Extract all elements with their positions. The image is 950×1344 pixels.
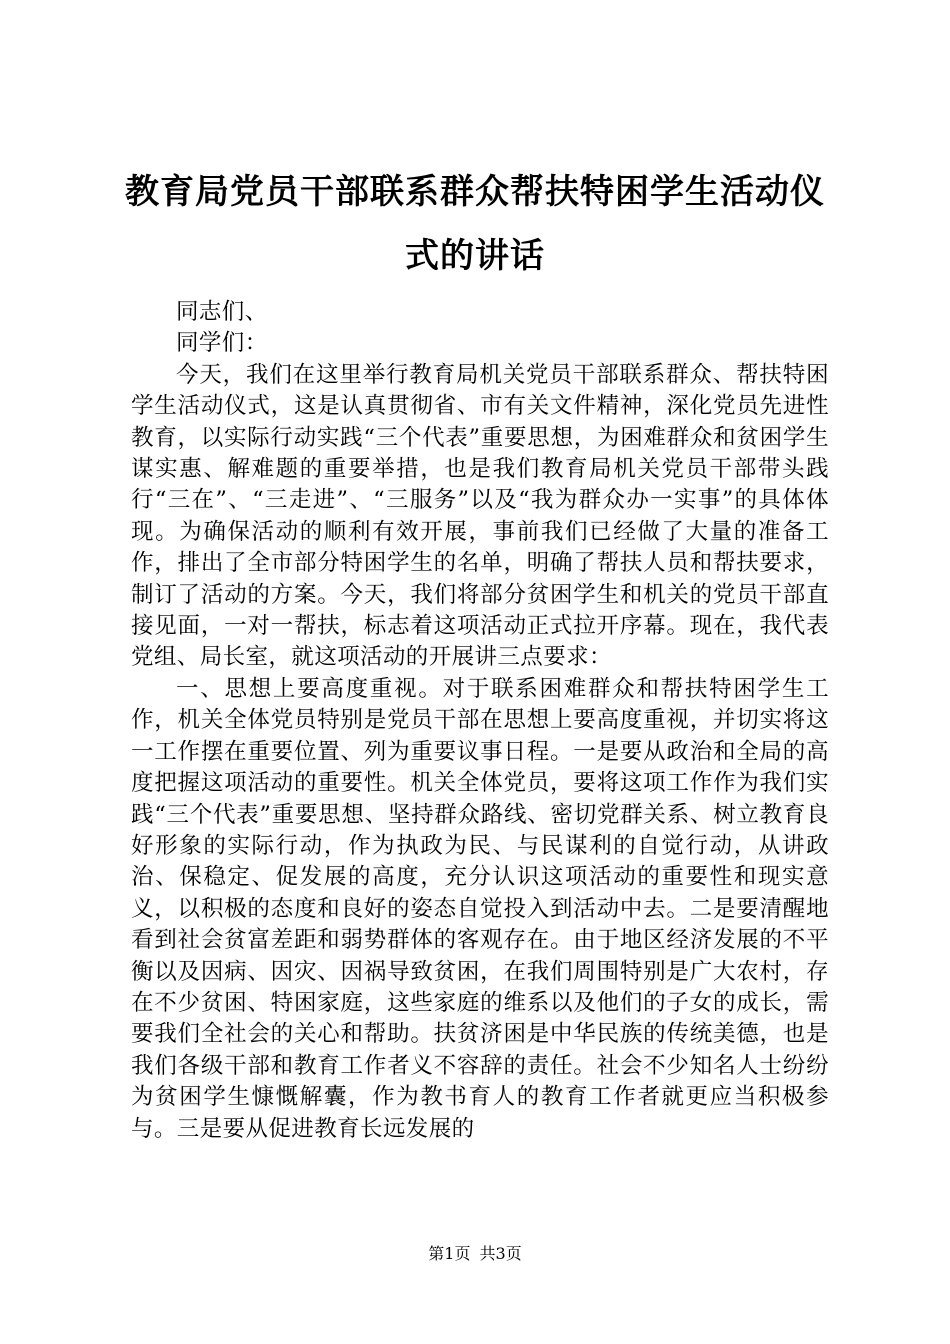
body-paragraph-intro: 今天，我们在这里举行教育局机关党员干部联系群众、帮扶特困学生活动仪式，这是认真贯彻省、市有关文件精神，深化党员先进性教育，以实际行动实践“三个代表”重要思想，为困难群众和贫困学生谋实惠、解难题的重要举措，也是我们教育局机关党员干部带头践行“三在”、“三走进”、“三服务”以及“我为群众办一实事”的具体体现。为确保活动的顺利有效开展，事前我们已经做了大量的准备工作，排出了全市部分特困学生的名单，明确了帮扶人员和帮扶要求，制订了活动的方案。今天，我们将部分贫困学生和机关的党员干部直接见面，一对一帮扶，标志着这项活动正式拉开序幕。现在，我代表党组、局长室，就这项活动的开展讲三点要求：: [131, 361, 829, 671]
page-number: 第1页: [428, 1244, 471, 1263]
document-title: 教育局党员干部联系群众帮扶特困学生活动仪式的讲话: [125, 172, 825, 276]
salutation-line-1: 同志们、: [176, 299, 268, 325]
body-paragraph-point-1: 一、思想上要高度重视。对于联系困难群众和帮扶特困学生工作，机关全体党员特别是党员干部在思想上要高度重视，并切实将这一工作摆在重要位置、列为重要议事日程。一是要从政治和全局的高度把握这项活动的重要性。机关全体党员，要将这项工作作为我们实践“三个代表”重要思想、坚持群众路线、密切党群关系、树立教育良好形象的实际行动，作为执政为民、与民谋利的自觉行动，从讲政治、保稳定、促发展的高度，充分认识这项活动的重要性和现实意义，以积极的态度和良好的姿态自觉投入到活动中去。二是要清醒地看到社会贫富差距和弱势群体的客观存在。由于地区经济发展的不平衡以及因病、因灾、因祸导致贫困，在我们周围特别是广大农村，存在不少贫困、特困家庭，这些家庭的维系以及他们的子女的成长，需要我们全社会的关心和帮助。扶贫济困是中华民族的传统美德，也是我们各级干部和教育工作者义不容辞的责任。社会不少知名人士纷纷为贫困学生慷慨解囊，作为教书育人的教育工作者就更应当积极参与。三是要从促进教育长远发展的: [131, 675, 829, 1142]
salutation-line-2: 同学们：: [176, 330, 268, 357]
document-body: [131, 297, 829, 1145]
page-total: 共3页: [479, 1244, 522, 1263]
page-footer: [0, 1244, 950, 1264]
